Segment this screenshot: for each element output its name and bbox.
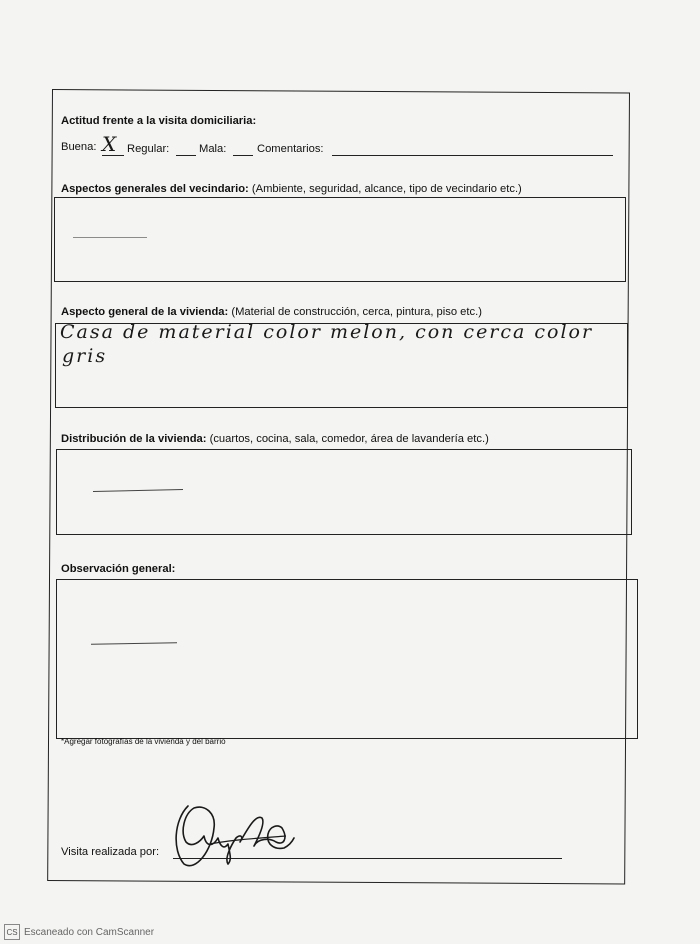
regular-label: Regular:	[127, 143, 170, 155]
distribution-hint: (cuartos, cocina, sala, comedor, área de lavandería etc.)	[209, 433, 489, 445]
buena-line	[102, 155, 124, 156]
comentarios-label: Comentarios:	[257, 143, 324, 155]
mala-label: Mala:	[199, 143, 227, 155]
housing-heading: Aspecto general de la vivienda:	[61, 306, 229, 318]
housing-answer-line2: gris	[62, 345, 108, 367]
housing-answer-line1: Casa de material color melon, con cerca color	[60, 321, 594, 343]
regular-line[interactable]	[176, 155, 196, 156]
scanner-footer	[4, 924, 154, 940]
camscanner-logo-icon: CS	[4, 924, 20, 940]
visit-label: Visita realizada por:	[61, 846, 160, 858]
comentarios-line[interactable]	[332, 155, 613, 156]
observation-answer-box[interactable]	[56, 579, 638, 739]
buena-label: Buena:	[61, 141, 97, 153]
mala-line[interactable]	[233, 155, 253, 156]
distribution-heading-row	[61, 433, 489, 445]
observation-heading: Observación general:	[61, 563, 176, 575]
distribution-heading: Distribución de la vivienda:	[61, 433, 207, 445]
distribution-answer-box[interactable]	[56, 449, 632, 535]
neighborhood-dash	[73, 237, 147, 238]
attitude-heading: Actitud frente a la visita domiciliaria:	[61, 115, 257, 127]
scanner-footer-text: Escaneado con CamScanner	[24, 926, 155, 938]
housing-heading-row	[61, 306, 482, 318]
neighborhood-heading-row	[61, 183, 522, 195]
signature-image	[170, 798, 300, 870]
neighborhood-hint: (Ambiente, seguridad, alcance, tipo de vecindario etc.)	[251, 183, 522, 195]
neighborhood-answer-box[interactable]	[54, 197, 626, 282]
neighborhood-heading: Aspectos generales del vecindario:	[61, 183, 249, 195]
housing-hint: (Material de construcción, cerca, pintura, piso etc.)	[231, 306, 482, 318]
photos-note: *Agregar fotografías de la vivienda y del barrio	[61, 737, 226, 746]
buena-check-mark: X	[102, 132, 117, 156]
